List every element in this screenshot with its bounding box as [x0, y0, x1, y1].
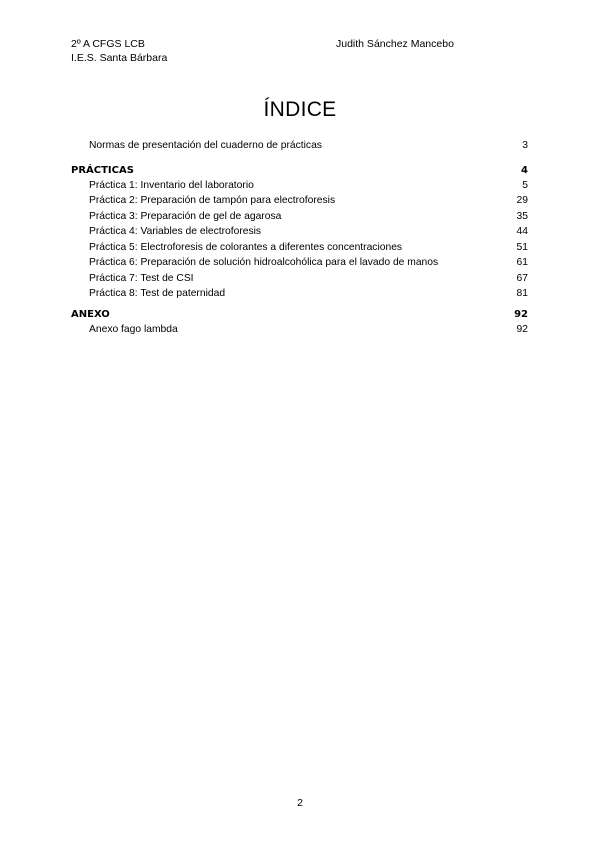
toc-entry-label: Práctica 6: Preparación de solución hidroalcohólica para el lavado de manos: [89, 257, 439, 268]
toc-entry-anexo-fago-lambda[interactable]: [71, 322, 528, 338]
toc-entry-label: Práctica 2: Preparación de tampón para electroforesis: [89, 195, 336, 206]
toc-entry-normas[interactable]: [71, 138, 528, 154]
toc-entry-practica-4[interactable]: [71, 224, 528, 240]
toc-section-practicas[interactable]: [71, 163, 528, 178]
toc-section-label: ANEXO: [71, 308, 110, 320]
toc-entry-page: 5: [522, 179, 528, 191]
author-name: Judith Sánchez Mancebo: [336, 38, 454, 50]
toc-entry-label: Práctica 3: Preparación de gel de agarosa: [89, 210, 282, 222]
header-left: [71, 37, 167, 65]
toc-entry-practica-6[interactable]: [71, 255, 528, 271]
toc-entry-page: 29: [516, 195, 528, 206]
school-label: I.E.S. Santa Bárbara: [71, 52, 168, 64]
page-number: 2: [297, 797, 303, 809]
toc-entry-page: 44: [516, 226, 528, 237]
toc-entry-label: Normas de presentación del cuaderno de prácticas: [89, 140, 322, 151]
toc-entry-page: 67: [516, 272, 528, 284]
toc-section-anexo[interactable]: [71, 307, 528, 322]
toc-entry-page: 51: [516, 241, 528, 253]
table-of-contents: [71, 138, 528, 337]
toc-entry-label: Práctica 1: Inventario del laboratorio: [89, 179, 254, 191]
toc-entry-label: Práctica 4: Variables de electroforesis: [89, 226, 262, 237]
toc-entry-practica-5[interactable]: [71, 240, 528, 256]
course-label: 2º A CFGS LCB: [71, 38, 145, 50]
toc-entry-page: 92: [516, 323, 528, 335]
toc-entry-practica-8[interactable]: [71, 286, 528, 302]
toc-entry-practica-1[interactable]: [71, 178, 528, 194]
toc-entry-practica-7[interactable]: [71, 271, 528, 287]
toc-entry-page: 35: [516, 210, 528, 222]
toc-entry-page: 3: [522, 140, 528, 151]
page-title: ÍNDICE: [263, 98, 337, 121]
toc-entry-label: Anexo fago lambda: [89, 323, 178, 335]
toc-entry-page: 81: [516, 288, 528, 299]
toc-entry-page: 61: [516, 257, 528, 268]
toc-entry-label: Práctica 8: Test de paternidad: [89, 288, 226, 299]
toc-entry-label: Práctica 5: Electroforesis de colorantes a diferentes concentraciones: [89, 241, 403, 253]
toc-entry-label: Práctica 7: Test de CSI: [89, 272, 194, 284]
toc-section-page: 4: [521, 164, 528, 176]
toc-entry-practica-2[interactable]: [71, 193, 528, 209]
toc-section-label: PRÁCTICAS: [71, 164, 134, 176]
toc-entry-practica-3[interactable]: [71, 209, 528, 225]
toc-section-page: 92: [514, 308, 528, 320]
